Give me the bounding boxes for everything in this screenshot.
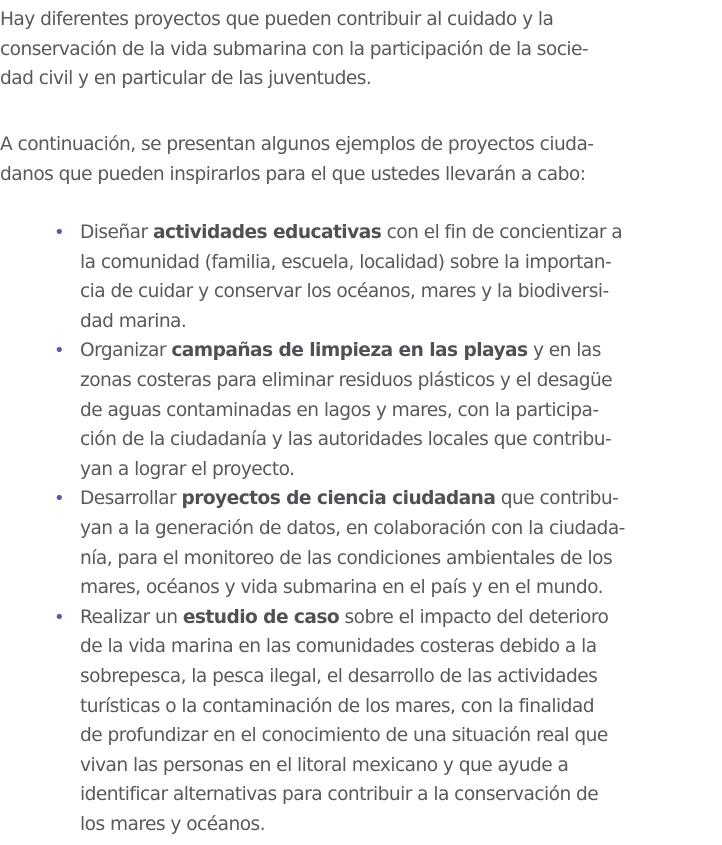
text-line: zonas costeras para eliminar residuos plásticos y el desagüe: [80, 369, 613, 391]
text-line: de profundizar en el conocimiento de una situación real que: [80, 725, 608, 747]
item-bold-term: campañas de limpieza en las playas: [171, 340, 528, 362]
text-line: vivan las personas en el litoral mexicano y que ayude a: [80, 754, 569, 776]
item-first-line: [80, 336, 722, 366]
text-line: yan a lograr el proyecto.: [80, 458, 295, 480]
text-line: mares, océanos y vida submarina en el país y en el mundo.: [80, 577, 604, 599]
text-line: de aguas contaminadas en lagos y mares, con la participa-: [80, 399, 599, 421]
item-lead-text: Organizar: [80, 340, 172, 362]
item-first-line: [80, 484, 722, 514]
text-line: dad marina.: [80, 310, 187, 332]
text-line: de la vida marina en las comunidades costeras debido a la: [80, 636, 597, 658]
item-tail-text: sobre el impacto del deterioro: [339, 606, 609, 628]
text-line: turísticas o la contaminación de los mares, con la finalidad: [80, 695, 594, 717]
text-line: identificar alternativas para contribuir a la conservación de: [80, 784, 599, 806]
text-line: yan a la generación de datos, en colaboración con la ciudada-: [80, 517, 625, 539]
list-item: [0, 218, 722, 336]
item-bold-term: proyectos de ciencia ciudadana: [181, 488, 496, 510]
item-first-line: [80, 218, 722, 248]
item-first-line: [80, 603, 722, 633]
text-line: nía, para el monitoreo de las condiciones ambientales de los: [80, 547, 613, 569]
list-item: [0, 484, 722, 602]
item-bold-term: actividades educativas: [152, 222, 382, 243]
item-tail-text: con el fin de concientizar a: [381, 222, 623, 243]
item-lead-text: Realizar un: [80, 606, 183, 628]
item-lead-text: Diseñar: [80, 222, 153, 243]
text-line: danos que pueden inspirarlos para el que ustedes llevarán a cabo:: [0, 163, 586, 185]
item-tail-text: que contribu-: [495, 488, 619, 510]
text-line: conservación de la vida submarina con la participación de la socie-: [0, 38, 589, 60]
intro-paragraph: [0, 5, 722, 94]
text-line: A continuación, se presentan algunos ejemplos de proyectos ciuda-: [0, 134, 594, 155]
examples-intro-paragraph: [0, 130, 722, 189]
project-list: [0, 218, 722, 839]
text-line: Hay diferentes proyectos que pueden contribuir al cuidado y la: [0, 9, 554, 30]
bullet-icon: •: [54, 222, 65, 243]
text-line: ción de la ciudadanía y las autoridades locales que contribu-: [80, 429, 612, 451]
bullet-icon: •: [54, 606, 65, 628]
list-item: [0, 336, 722, 484]
bullet-icon: •: [54, 340, 65, 362]
text-line: sobrepesca, la pesca ilegal, el desarrollo de las actividades: [80, 665, 598, 687]
text-line: cia de cuidar y conservar los océanos, mares y la biodiversi-: [80, 281, 609, 303]
item-tail-text: y en las: [527, 340, 601, 362]
text-line: los mares y océanos.: [80, 813, 266, 835]
list-item: [0, 603, 722, 840]
text-line: dad civil y en particular de las juventudes.: [0, 68, 372, 90]
item-bold-term: estudio de caso: [182, 606, 340, 628]
bullet-icon: •: [54, 488, 65, 510]
item-lead-text: Desarrollar: [80, 488, 182, 510]
text-line: la comunidad (familia, escuela, localidad) sobre la importan-: [80, 251, 612, 273]
